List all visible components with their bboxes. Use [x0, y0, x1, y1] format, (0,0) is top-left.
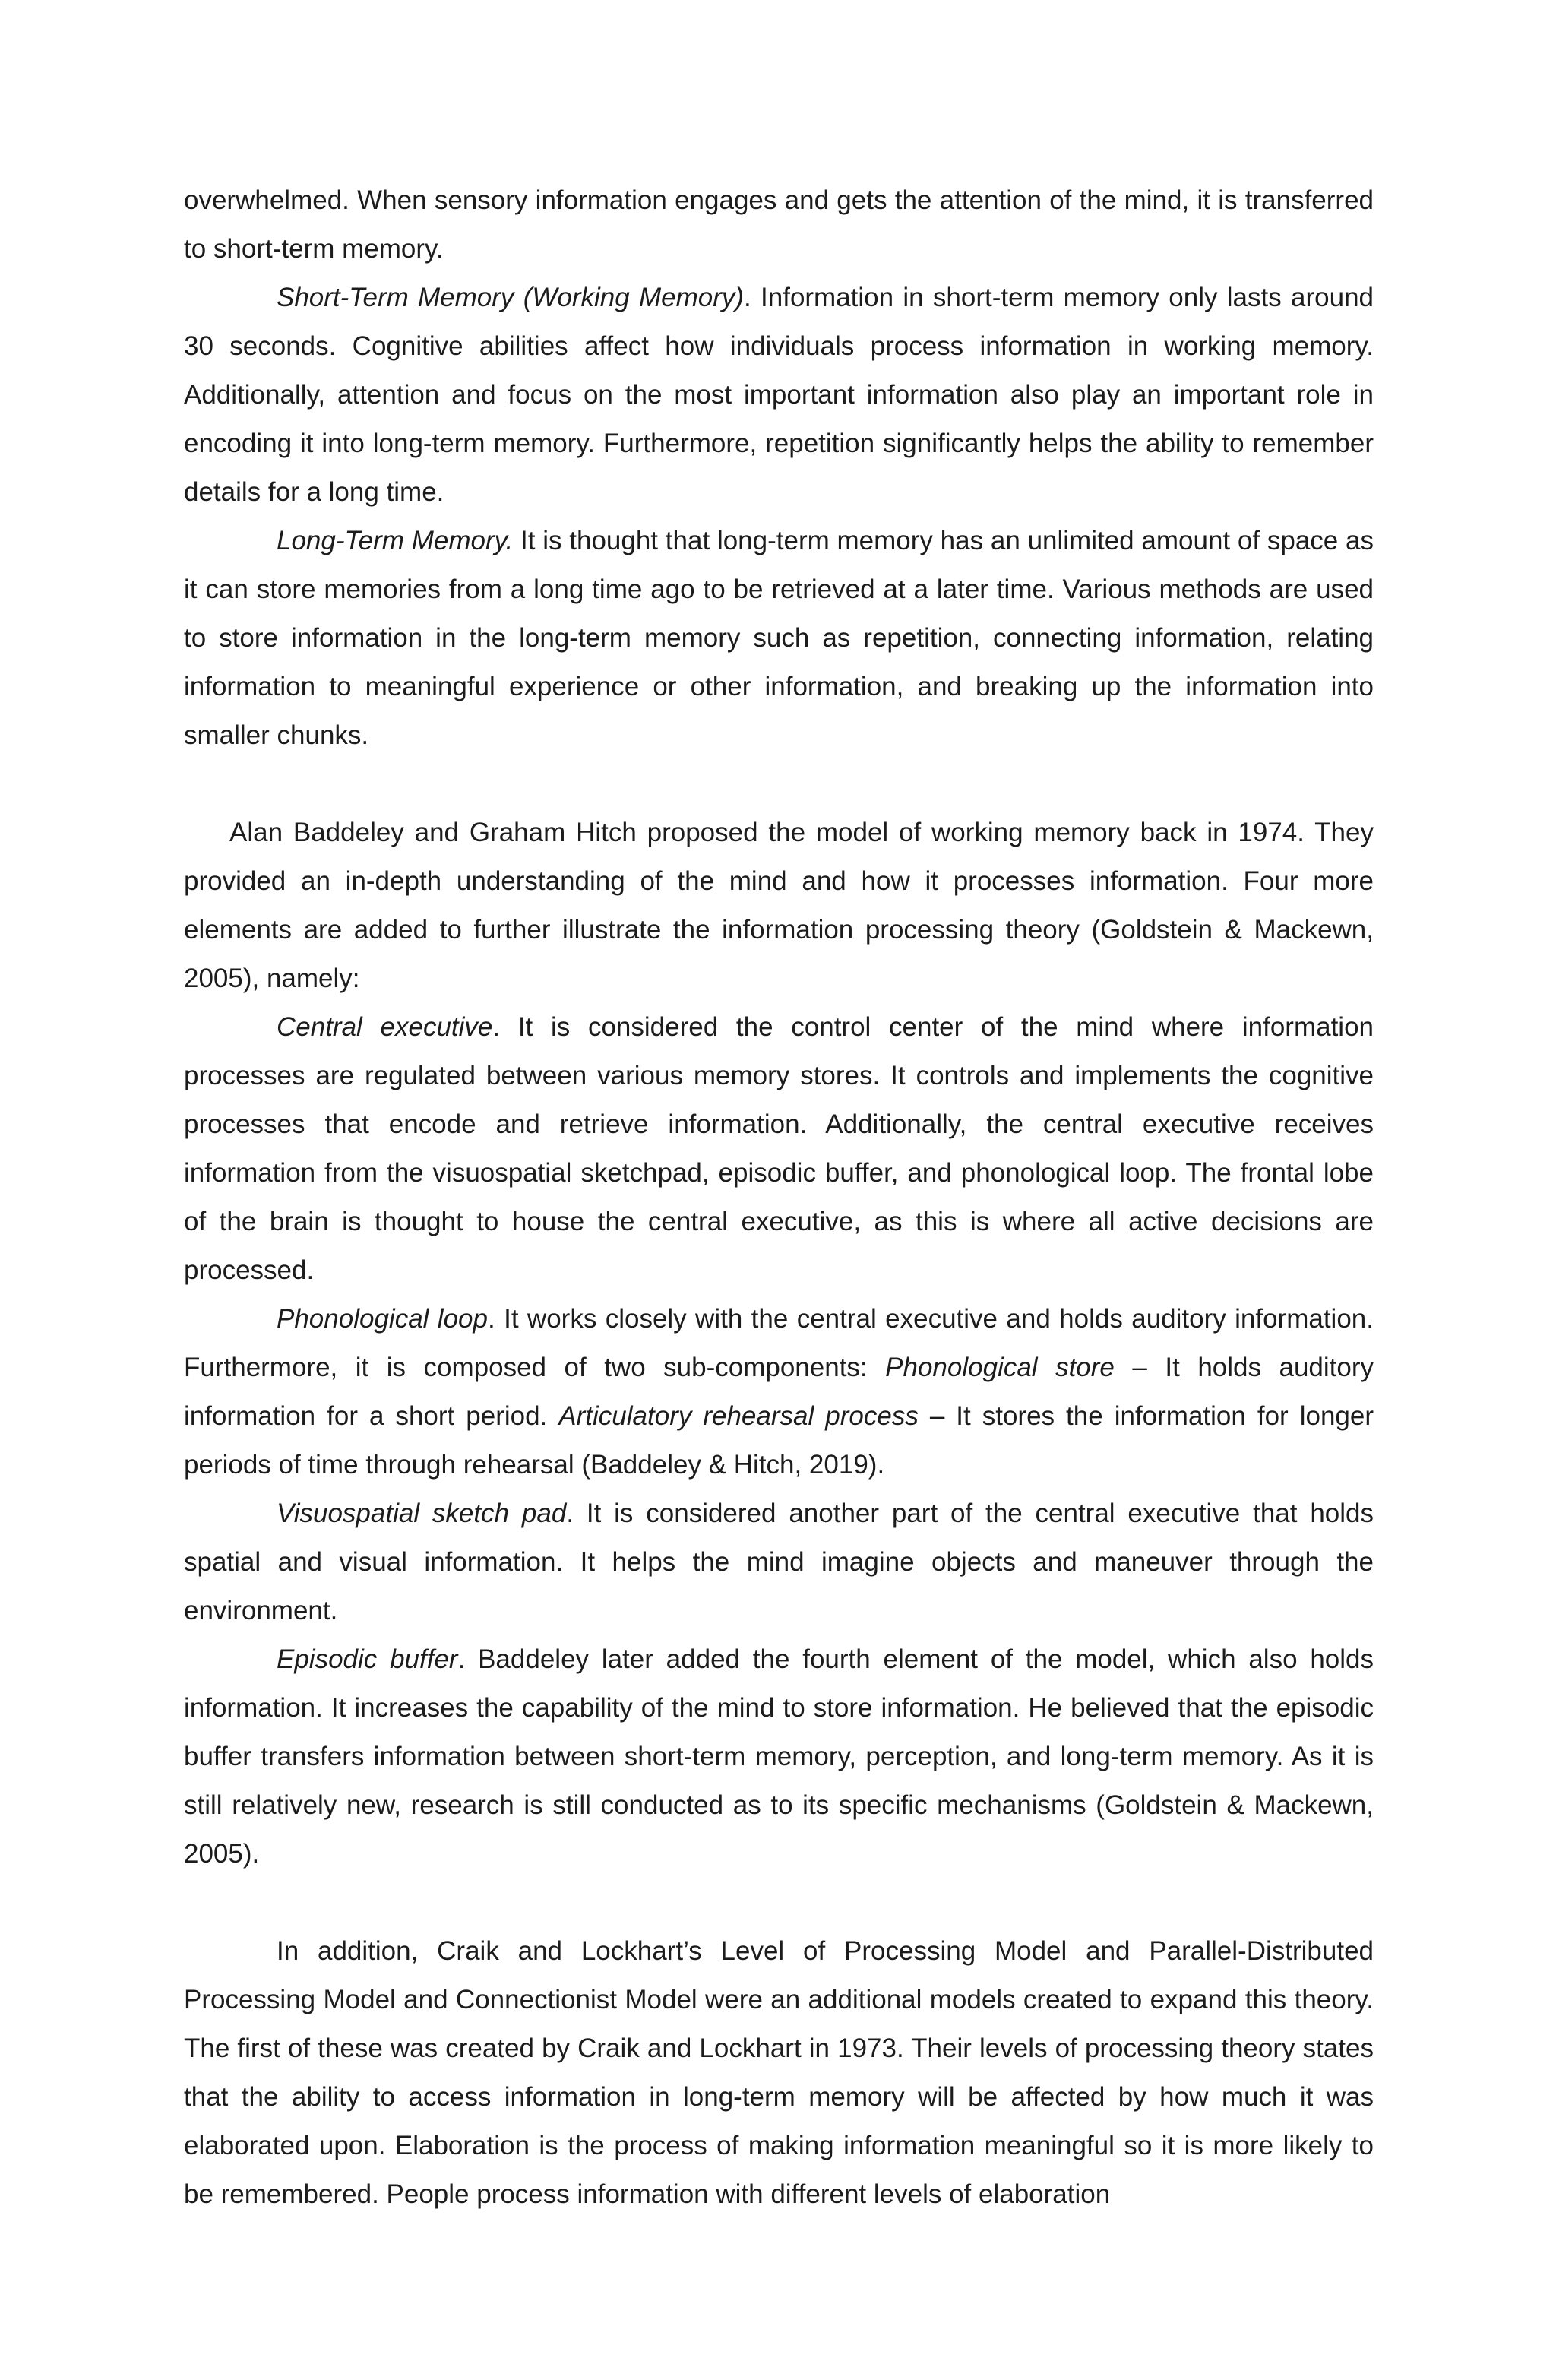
section-heading-visuospatial-sketch-pad: Visuospatial sketch pad: [277, 1499, 567, 1528]
section-heading-long-term-memory: Long-Term Memory.: [277, 526, 514, 555]
paragraph-text: – It stores the information for longer periods of time through rehearsal (Baddeley & Hitch, 2019).: [184, 1401, 1374, 1480]
section-heading-episodic-buffer: Episodic buffer: [277, 1644, 458, 1674]
paragraph-text: . Baddeley later added the fourth element of the model, which also holds information. It increases the capability of the mind to store information. He believed that the episodic buffer transfers information between short-term memory, perception, and long-term memory. As it is still relatively new, research is still conducted as to its specific mechanisms (Goldstein & Mackewn, 2005).: [184, 1644, 1374, 1869]
paragraph-text: . It is considered the control center of the mind where information processes are regulated between various memory stores. It controls and implements the cognitive processes that encode and retrieve information. Additionally, the central executive receives information from the visuospatial sketchpad, episodic buffer, and phonological loop. The frontal lobe of the brain is thought to house the central executive, as this is where all active decisions are processed.: [184, 1012, 1374, 1285]
paragraph-working-memory-model: [184, 809, 1374, 1003]
paragraph-episodic-buffer: [184, 1635, 1374, 1878]
term-articulatory-rehearsal: Articulatory rehearsal process: [558, 1401, 919, 1431]
paragraph-phonological-loop: [184, 1295, 1374, 1489]
paragraph-central-executive: [184, 1003, 1374, 1295]
paragraph-text: Alan Baddeley and Graham Hitch proposed the model of working memory back in 1974. They provided an in-depth understanding of the mind and how it processes information. Four more elements are added to further illustrate the information processing theory (Goldstein & Mackewn, 2005), namely:: [184, 818, 1374, 993]
paragraph-text: . It works closely with the central executive and holds auditory information. Furthermore, it is composed of two sub-components:: [184, 1304, 1374, 1382]
paragraph-sensory-continuation: [184, 176, 1374, 274]
paragraph-short-term-memory: [184, 274, 1374, 517]
paragraph-long-term-memory: [184, 517, 1374, 760]
document-body: [184, 176, 1374, 2219]
paragraph-text: . It is considered another part of the central executive that holds spatial and visual information. It helps the mind imagine objects and maneuver through the environment.: [184, 1499, 1374, 1625]
paragraph-visuospatial-sketch-pad: [184, 1489, 1374, 1635]
term-phonological-store: Phonological store: [885, 1353, 1115, 1382]
section-heading-central-executive: Central executive: [277, 1012, 493, 1042]
section-heading-phonological-loop: Phonological loop: [277, 1304, 488, 1334]
section-heading-short-term-memory: Short-Term Memory (Working Memory): [277, 283, 745, 312]
paragraph-levels-of-processing: [184, 1927, 1374, 2219]
paragraph-text: . Information in short-term memory only lasts around 30 seconds. Cognitive abilities affect how individuals process information in working memory. Additionally, attention and focus on the most important information also play an important role in encoding it into long-term memory. Furthermore, repetition significantly helps the ability to remember details for a long time.: [184, 283, 1374, 507]
paragraph-text: overwhelmed. When sensory information engages and gets the attention of the mind, it is transferred to short-term memory.: [184, 185, 1374, 264]
paragraph-text: – It holds auditory information for a short period.: [184, 1353, 1374, 1431]
paragraph-text: In addition, Craik and Lockhart’s Level of Processing Model and Parallel-Distributed Processing Model and Connectionist Model were an additional models created to expand this theory. The first of these was created by Craik and Lockhart in 1973. Their levels of processing theory states that the ability to access information in long-term memory will be affected by how much it was elaborated upon. Elaboration is the process of making information meaningful so it is more likely to be remembered. People process information with different levels of elaboration: [184, 1936, 1374, 2209]
paragraph-text: It is thought that long-term memory has an unlimited amount of space as it can store memories from a long time ago to be retrieved at a later time. Various methods are used to store information in the long-term memory such as repetition, connecting information, relating information to meaningful experience or other information, and breaking up the information into smaller chunks.: [184, 526, 1374, 750]
